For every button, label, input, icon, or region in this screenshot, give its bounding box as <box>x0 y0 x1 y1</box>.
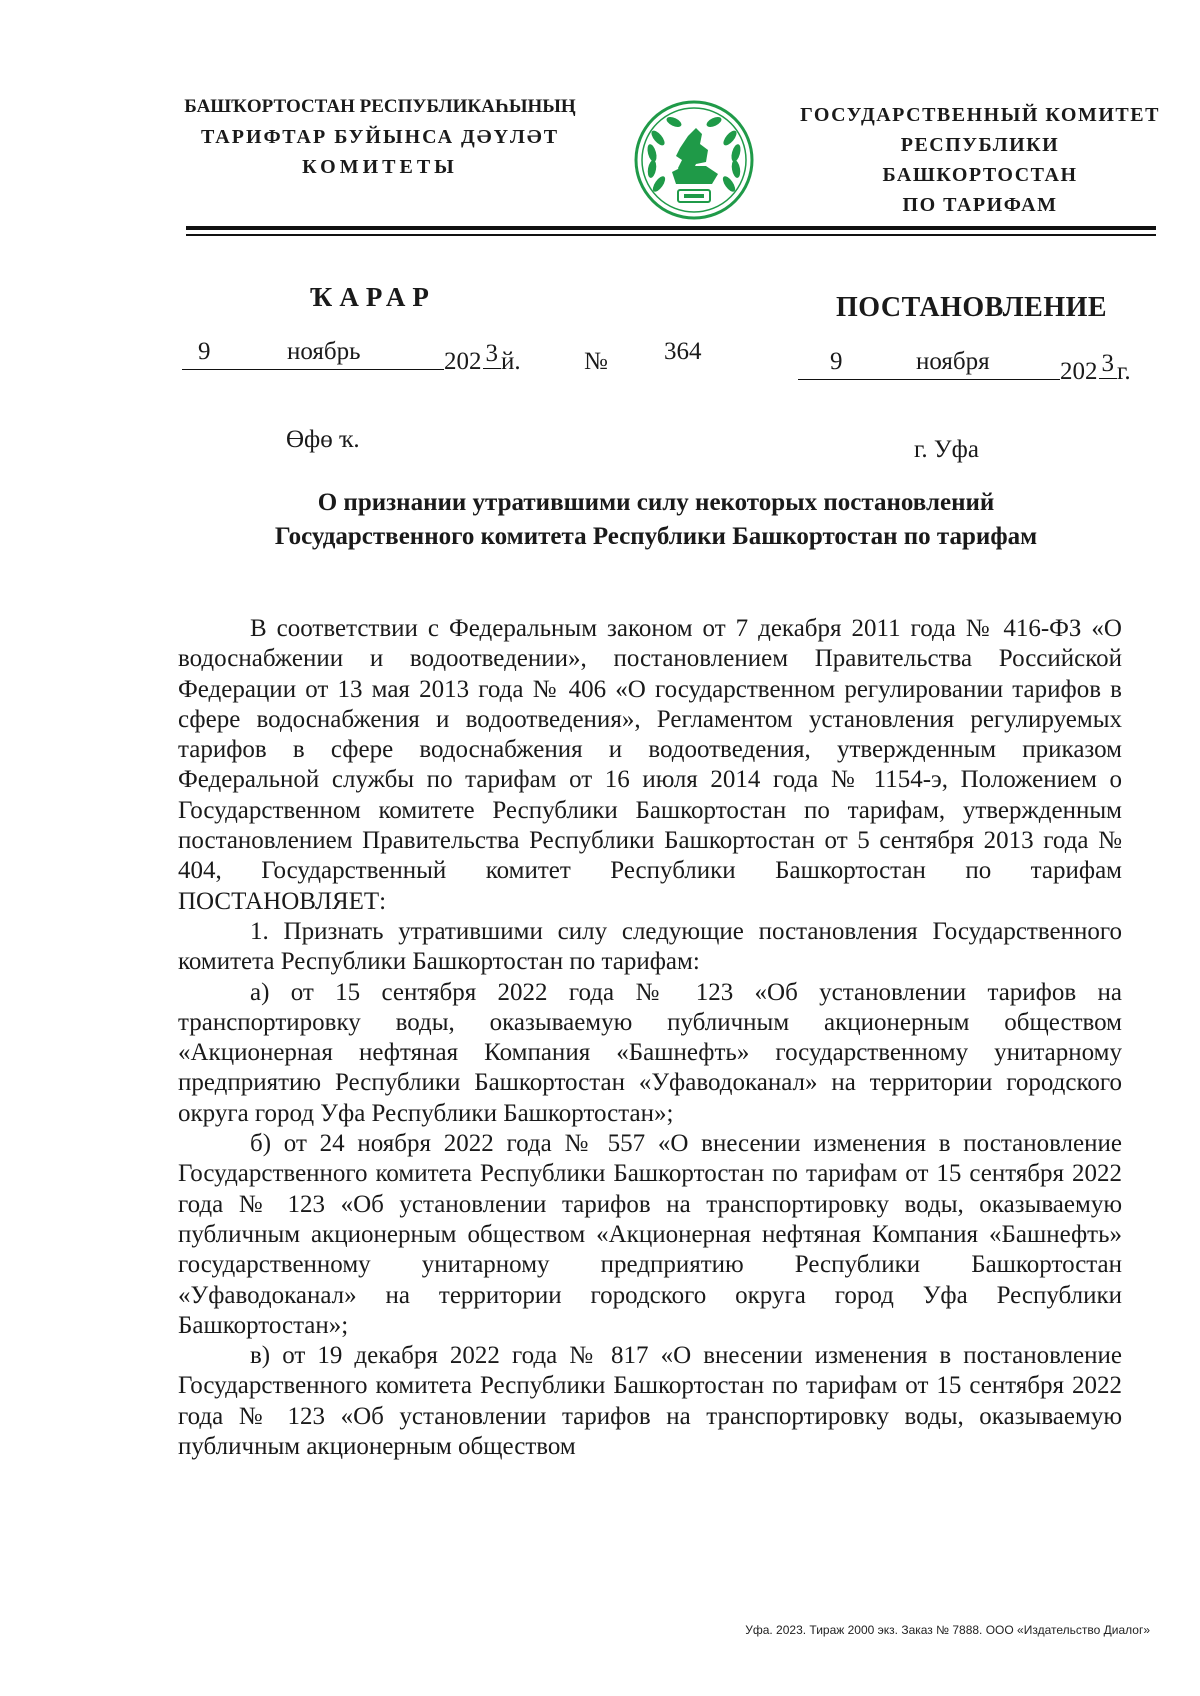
header-left-line1: БАШҠОРТОСТАН РЕСПУБЛИКАҺЫНЫҢ <box>184 96 576 117</box>
header-divider-thin <box>186 234 1156 236</box>
date-underline-right <box>798 379 1060 380</box>
date-left-month: ноябрь <box>287 338 361 365</box>
item-1-paragraph: 1. Признать утратившими силу следующие постановления Государственного комитета Республики Башкортостан по тарифам: <box>178 917 1122 976</box>
item-b-paragraph: б) от 24 ноября 2022 года № 557 «О внесении изменения в постановление Государственного комитета Республики Башкортостан по тарифам от 15 сентября 2022 года № 123 «Об установлении тарифов на транспортировку воды, оказываемую публичным акционерным обществом «Акционерная нефтяная Компания «Башнефть» государственному унитарному предприятию Республики Башкортостан «Уфаводоканал» на территории городского округа город Уфа Республики Башкортостан»; <box>178 1130 1122 1339</box>
header-divider-thick <box>186 226 1156 230</box>
document-title <box>196 486 1116 554</box>
number-sign: № <box>584 348 608 375</box>
date-right-year-suffix: г. <box>1117 358 1131 385</box>
city-bashkir: Өфө ҡ. <box>286 426 360 453</box>
date-left-day: 9 <box>198 338 211 365</box>
date-left-year-prefix: 202 <box>444 348 482 375</box>
date-left-year <box>444 340 521 377</box>
date-right-month: ноября <box>916 348 990 375</box>
date-right-year-digit: 3 <box>1099 350 1118 379</box>
coat-of-arms-icon <box>632 98 756 222</box>
date-right-year-prefix: 202 <box>1060 358 1098 385</box>
date-right-day: 9 <box>830 348 843 375</box>
header-left-bashkir <box>180 92 580 182</box>
document-number: 364 <box>664 338 702 365</box>
header-right-line1: ГОСУДАРСТВЕННЫЙ КОМИТЕТ <box>800 104 1160 126</box>
date-number-left <box>182 338 822 378</box>
document-body <box>178 614 1122 1462</box>
item-v-paragraph: в) от 19 декабря 2022 года № 817 «О внесении изменения в постановление Государственного комитета Республики Башкортостан по тарифам от 15 сентября 2022 года № 123 «Об установлении тарифов на транспортировку воды, оказываемую публичным акционерным обществом <box>178 1342 1122 1461</box>
title-line2: Государственного комитета Республики Башкортостан по тарифам <box>274 523 1038 550</box>
date-left-year-digit: 3 <box>483 340 502 369</box>
item-a-paragraph: а) от 15 сентября 2022 года № 123 «Об установлении тарифов на транспортировку воды, оказываемую публичным акционерным обществом «Акционерная нефтяная Компания «Башнефть» государственному унитарному предприятию Республики Башкортостан «Уфаводоканал» на территории городского округа город Уфа Республики Башкортостан»; <box>178 978 1122 1127</box>
date-right <box>798 348 1158 388</box>
title-line1: О признании утратившими силу некоторых постановлений <box>317 489 995 516</box>
print-imprint: Уфа. 2023. Тираж 2000 экз. Заказ № 7888. ООО «Издательство Диалог» <box>745 1623 1150 1637</box>
date-right-year <box>1060 350 1131 387</box>
header-left-line3: КОМИТЕТЫ <box>302 156 458 178</box>
header-right-line3: ПО ТАРИФАМ <box>902 194 1058 216</box>
doc-type-russian: ПОСТАНОВЛЕНИЕ <box>836 292 1108 323</box>
city-russian: г. Уфа <box>914 436 979 463</box>
date-underline-left <box>182 369 444 370</box>
header-right-russian <box>800 100 1160 220</box>
preamble-paragraph: В соответствии с Федеральным законом от 7 декабря 2011 года № 416-ФЗ «О водоснабжении и водоотведении», постановлением Правительства Российской Федерации от 13 мая 2013 года № 406 «О государственном регулировании тарифов в сфере водоснабжения и водоотведения», Регламентом установления регулируемых тарифов в сфере водоснабжения и водоотведения, утвержденным приказом Федеральной службы по тарифам от 16 июля 2014 года № 1154-э, Положением о Государственном комитете Республики Башкортостан по тарифам, утвержденным постановлением Правительства Республики Башкортостан от 5 сентября 2013 года № 404, Государственный комитет Республики Башкортостан по тарифам ПОСТАНОВЛЯЕТ: <box>178 615 1122 915</box>
doc-type-bashkir: ҠАРАР <box>310 282 436 312</box>
header-right-line2: РЕСПУБЛИКИ БАШКОРТОСТАН <box>882 134 1078 186</box>
header-left-line2: ТАРИФТАР БУЙЫНСА ДӘҮЛӘТ <box>200 126 560 148</box>
date-left-year-suffix: й. <box>501 348 521 375</box>
